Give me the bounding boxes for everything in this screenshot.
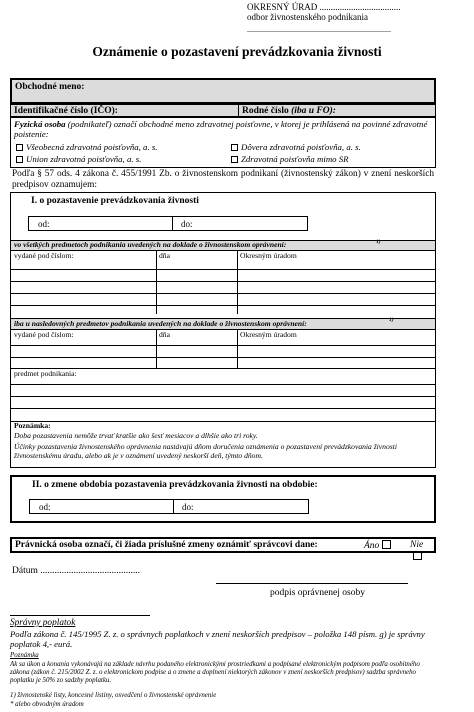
office-line-1: OKRESNÝ ÚRAD .................................... [247,2,401,12]
all-table-row-line [11,281,435,282]
office-line-2: odbor živnostenského podnikania [247,12,368,23]
id-row [10,104,436,117]
all-table-row-line [11,269,435,270]
signature-label: podpis oprávnenej osoby [270,588,365,598]
all-subjects-label: vo všetkých predmetoch podnikania uvedených na doklade o živnostenskom oprávnení: [14,240,287,249]
period-divider-2 [173,500,174,514]
insurance-person-label: Fyzická osoba [14,119,66,129]
only-col-number: vydané pod číslom: [14,330,74,339]
birth-label-main: Rodné číslo [242,106,289,116]
insurance-opt-foreign[interactable] [231,154,349,164]
yes-label: Áno [364,541,380,551]
do-label-2: do: [182,502,194,512]
no-label: Nie [410,540,424,550]
page-title: Oznámenie o pozastavení prevádzkovania živnosti [92,44,382,59]
do-label: do: [181,219,193,229]
checkbox-icon[interactable] [16,156,23,163]
section-1-title: I. o pozastavenie prevádzkovania živnosti [31,196,199,206]
only-col-office: Okresným úradom [240,330,297,339]
checkbox-icon[interactable] [382,540,391,549]
note-line-2: Účinky pozastavenia živnostenského oprávnenia nastávajú dňom doručenia oznámenia o pozastavení prevádzkovania živnosti živnostenskému úradu, alebo ak je v oznámení uvedený neskorší deň, týmto dňom. [14,442,397,461]
insurance-opt-union[interactable] [16,154,141,164]
section-2 [10,475,436,523]
ico-label: Identifikačné číslo (IČO): [14,106,118,116]
business-name-field[interactable] [10,78,436,104]
only-subjects-footnote: 1) [389,317,394,323]
footnote-1: 1) živnostenské listy, koncesné listiny, osvedčení o živnostenské oprávnenie [10,692,217,699]
only-table-v1 [156,330,157,368]
checkbox-icon[interactable] [16,144,23,151]
insurance-instruction-text: (podnikateľ) označí obchodné meno zdravotnej poisťovne, v ktorej je prihlásená na povinné zdravotné poistenie: [14,119,428,139]
note-title: Poznámka: [14,421,51,430]
only-table-row-line [11,357,435,358]
business-name-label: Obchodné meno: [15,82,85,92]
subject-row-line [11,396,435,397]
subject-row-line [11,408,435,409]
legal-text: Podľa § 57 ods. 4 zákona č. 455/1991 Zb. o živnostenskom podnikaní (živnostenský zákon) v znení neskorších predpisov oznamujem: [12,169,434,191]
do-input[interactable] [196,217,306,230]
legal-entity-no[interactable] [410,540,434,563]
insurance-opt1-label: Všeobecná zdravotná poisťovňa, a. s. [26,142,158,152]
od-input-2[interactable] [52,500,167,513]
note-top-line [11,421,435,422]
only-col-date: dňa [159,330,170,339]
date-field[interactable]: Dátum .......................................... [12,566,140,576]
legal-entity-yes[interactable] [364,540,391,552]
legal-entity-text: Právnická osoba označí, či žiada príslušné zmeny oznámiť správcovi dane: [15,540,318,550]
insurance-instruction [14,120,432,140]
birth-label-note: (iba u FO): [291,106,336,116]
only-subjects-header [11,318,435,330]
office-header [247,2,472,34]
all-table-row-line [11,305,435,306]
fees-note-title: Poznámka [10,652,39,659]
all-col-date: dňa [159,251,170,260]
section-2-title: II. o zmene obdobia pozastavenia prevádzkovania živnosti na obdobie: [32,480,318,490]
fees-title: Správny poplatok [10,618,76,628]
fees-separator [10,615,150,616]
fees-text: Podľa zákona č. 145/1995 Z. z. o správnych poplatkoch v znení neskorších predpisov – položka 148 písm. g) je správny poplatok 4,- eurá. [10,629,425,649]
checkbox-icon[interactable] [413,551,422,560]
insurance-opt4-label: Zdravotná poisťovňa mimo SR [241,154,349,164]
footnote-2: * alebo obvodným úradom [10,701,84,708]
period-divider [172,217,173,231]
insurance-box [10,117,436,168]
all-subjects-footnote: 1) [376,239,381,245]
signature-line [216,583,408,584]
insurance-opt2-label: Union zdravotná poisťovňa, a. s. [26,154,142,164]
birth-number-label [242,106,336,117]
subject-of-business-label: predmet podnikania: [14,369,77,378]
insurance-opt3-label: Dôvera zdravotná poisťovňa, a. s. [241,142,361,152]
all-table-row-line [11,293,435,294]
only-table-row-line [11,345,435,346]
only-table-v2 [237,330,238,368]
checkbox-icon[interactable] [231,144,238,151]
insurance-opt-vszp[interactable] [16,142,157,152]
od-label: od: [38,219,50,229]
section-1 [10,192,436,468]
all-subjects-header [11,240,435,251]
legal-entity-box [10,537,436,553]
insurance-opt-dovera[interactable] [231,142,361,152]
all-col-office: Okresným úradom [240,251,297,260]
note-line-1: Doba pozastavenia nemôže trvať kratšie ako šesť mesiacov a dlhšie ako tri roky. [14,431,258,440]
do-input-2[interactable] [197,500,307,513]
all-col-number: vydané pod číslom: [14,251,74,260]
only-subjects-label: iba u nasledovných predmetov podnikania uvedených na doklade o živnostenskom oprávnení: [14,319,307,328]
subject-row-line [11,384,435,385]
od-label-2: od: [39,502,51,512]
id-row-divider [238,105,239,117]
office-line-3: ........................................................................ [247,24,391,34]
checkbox-icon[interactable] [231,156,238,163]
od-input[interactable] [51,217,166,230]
fees-note-text: Ak sa úkon a konania vykonávajú na základe návrhu podaného elektronickými prostriedkami a podpísané elektronickým podpisom podľa osobitného zákona (zákon č. 215/2002 Z. z. o elektronickom podpise a o zmene a doplnení niektorých zákonov v znení neskorších predpisov) sadzba správneho poplatku je 50% zo sadzby poplatku. [10,661,420,684]
